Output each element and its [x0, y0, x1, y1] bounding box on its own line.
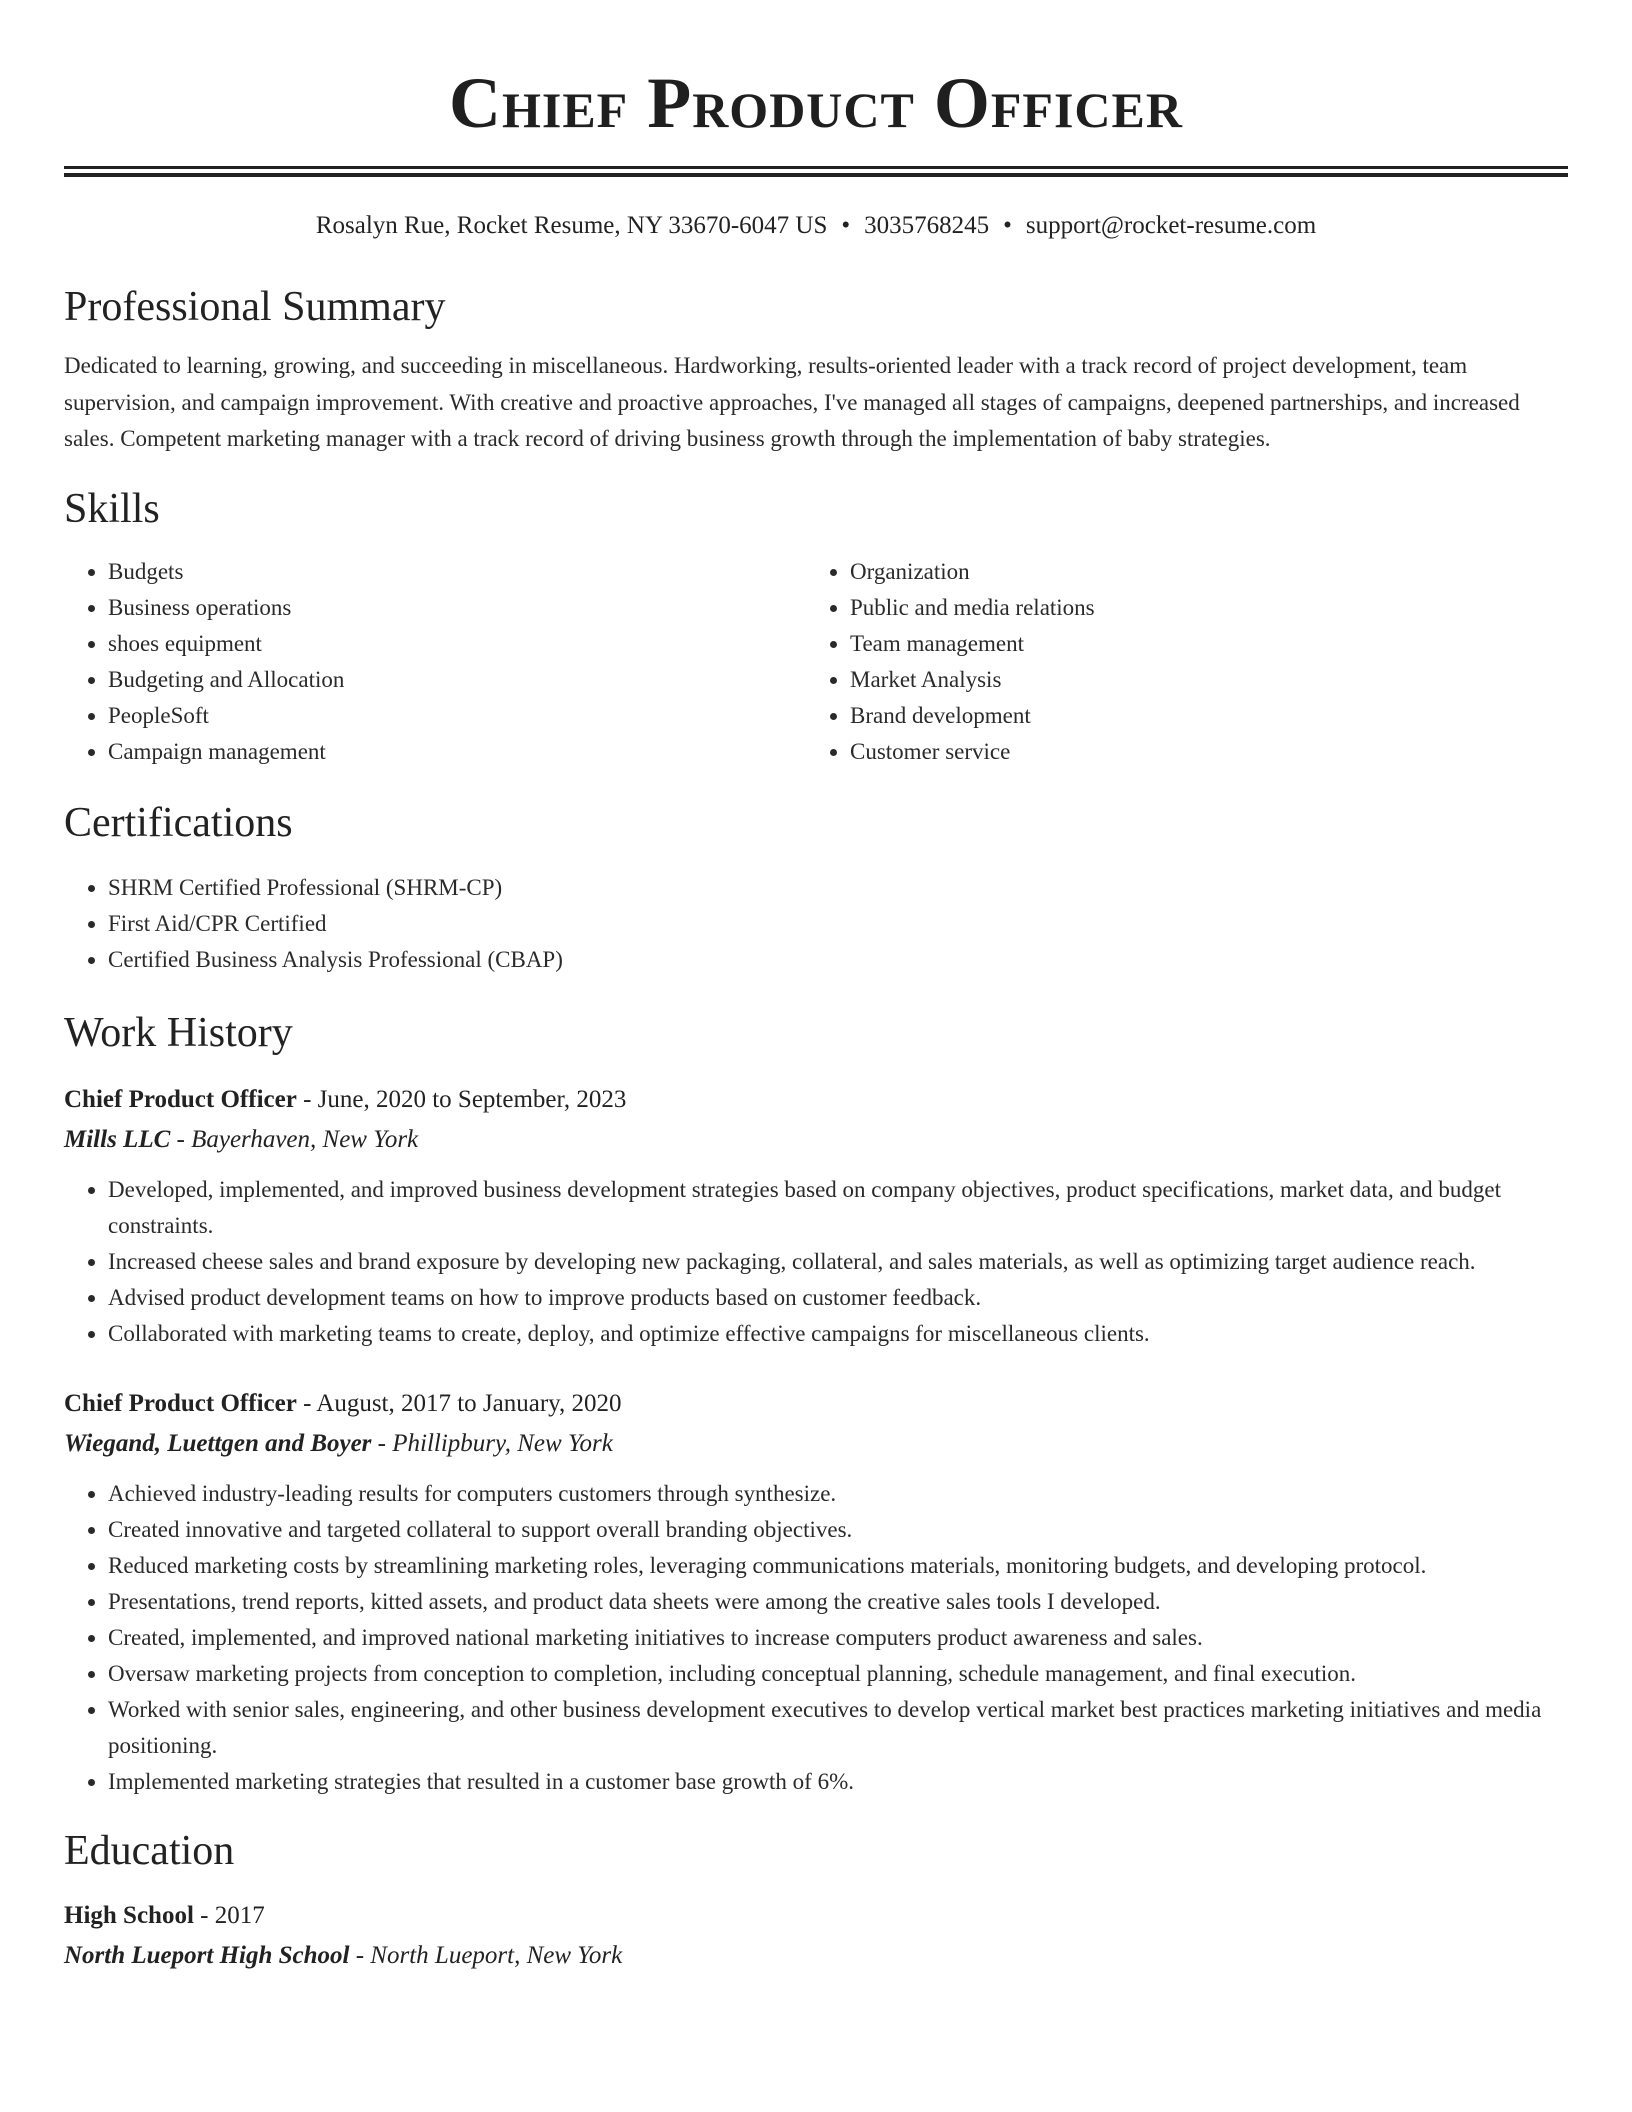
skill-item: • Market Analysis	[850, 662, 1548, 698]
title-divider	[64, 166, 1568, 177]
skills-column-right	[806, 554, 1548, 770]
skills-list	[64, 554, 1568, 770]
skill-item: • Brand development	[850, 698, 1548, 734]
skill-item: • Team management	[850, 626, 1548, 662]
job-title-line	[64, 1080, 1568, 1120]
job-dates: - August, 2017 to January, 2020	[296, 1389, 622, 1417]
skill-item: • Organization	[850, 554, 1548, 590]
skills-heading: Skills	[64, 485, 160, 532]
job-bullet: • Oversaw marketing projects from conception to completion, including conceptual planning, schedule management, and final execution.	[108, 1656, 1568, 1692]
education-degree: High School	[64, 1901, 194, 1929]
skill-item: • Campaign management	[108, 734, 806, 770]
job-dates: - June, 2020 to September, 2023	[296, 1085, 627, 1113]
job-bullet: • Collaborated with marketing teams to create, deploy, and optimize effective campaigns for miscellaneous clients.	[108, 1316, 1568, 1352]
skill-item: • Public and media relations	[850, 590, 1548, 626]
job-role: Chief Product Officer	[64, 1389, 297, 1417]
resume-title: Chief Product Officer	[448, 63, 1183, 143]
education-heading: Education	[64, 1827, 235, 1874]
certification-item: • Certified Business Analysis Professional (CBAP)	[108, 942, 1568, 978]
contact-separator: •	[841, 212, 851, 239]
education-school: North Lueport High School	[64, 1941, 350, 1969]
job-bullet: • Increased cheese sales and brand exposure by developing new packaging, collateral, and sales materials, as well as optimizing target audience reach.	[108, 1244, 1568, 1280]
job-bullet: • Presentations, trend reports, kitted assets, and product data sheets were among the creative sales tools I developed.	[108, 1584, 1568, 1620]
job-role: Chief Product Officer	[64, 1085, 297, 1113]
education-school-line	[64, 1936, 1568, 1976]
education-year: - 2017	[193, 1901, 265, 1929]
certifications-list	[64, 870, 1568, 978]
job-company-line	[64, 1120, 1568, 1160]
skill-item: • Business operations	[108, 590, 806, 626]
certification-item: • First Aid/CPR Certified	[108, 906, 1568, 942]
job-bullets	[64, 1172, 1568, 1352]
job-location: - Phillipbury, New York	[371, 1429, 613, 1457]
education-location: - North Lueport, New York	[349, 1941, 623, 1969]
job-bullet: • Developed, implemented, and improved business development strategies based on company objectives, product specifications, market data, and budget constraints.	[108, 1172, 1568, 1244]
contact-phone: 3035768245	[864, 212, 990, 239]
summary-heading: Professional Summary	[64, 284, 446, 330]
skill-item: • PeopleSoft	[108, 698, 806, 734]
work-history-heading: Work History	[64, 1009, 293, 1056]
job-bullet: • Implemented marketing strategies that resulted in a customer base growth of 6%.	[108, 1764, 1568, 1800]
skill-item: • Budgeting and Allocation	[108, 662, 806, 698]
certification-item: • SHRM Certified Professional (SHRM-CP)	[108, 870, 1568, 906]
job-title-line	[64, 1384, 1568, 1424]
contact-separator: •	[1003, 212, 1012, 239]
job-location: - Bayerhaven, New York	[170, 1125, 419, 1153]
skill-item: • Budgets	[108, 554, 806, 590]
job-bullet: • Reduced marketing costs by streamlining marketing roles, leveraging communications materials, monitoring budgets, and developing protocol.	[108, 1548, 1568, 1584]
summary-text: Dedicated to learning, growing, and succeeding in miscellaneous. Hardworking, results-oriented leader with a track record of project development, team supervision, and campaign improvement. With creative and proactive approaches, I've managed all stages of campaigns, deepened partnerships, and increased sales. Competent marketing manager with a track record of driving business growth through the implementation of baby strategies.	[64, 353, 1520, 451]
contact-email[interactable]: support@rocket-resume.com	[1025, 212, 1317, 239]
job-company: Wiegand, Luettgen and Boyer	[64, 1429, 372, 1457]
job-bullet: • Created innovative and targeted collateral to support overall branding objectives.	[108, 1512, 1568, 1548]
skill-item: • shoes equipment	[108, 626, 806, 662]
job-bullet: • Worked with senior sales, engineering, and other business development executives to develop vertical market best practices marketing initiatives and media positioning.	[108, 1692, 1568, 1764]
job-bullet: • Created, implemented, and improved national marketing initiatives to increase computers product awareness and sales.	[108, 1620, 1568, 1656]
certifications-heading: Certifications	[64, 799, 293, 846]
job-bullets	[64, 1476, 1568, 1800]
job-company: Mills LLC	[64, 1125, 171, 1153]
skills-column-left	[64, 554, 806, 770]
skill-item: • Customer service	[850, 734, 1548, 770]
education-degree-line	[64, 1896, 1568, 1936]
job-entry	[64, 1384, 1568, 1800]
job-bullet: • Achieved industry-leading results for computers customers through synthesize.	[108, 1476, 1568, 1512]
contact-line	[64, 210, 1568, 242]
job-company-line	[64, 1424, 1568, 1464]
contact-address: Rosalyn Rue, Rocket Resume, NY 33670-6047 US	[315, 212, 828, 239]
job-bullet: • Advised product development teams on how to improve products based on customer feedback.	[108, 1280, 1568, 1316]
job-entry	[64, 1080, 1568, 1352]
